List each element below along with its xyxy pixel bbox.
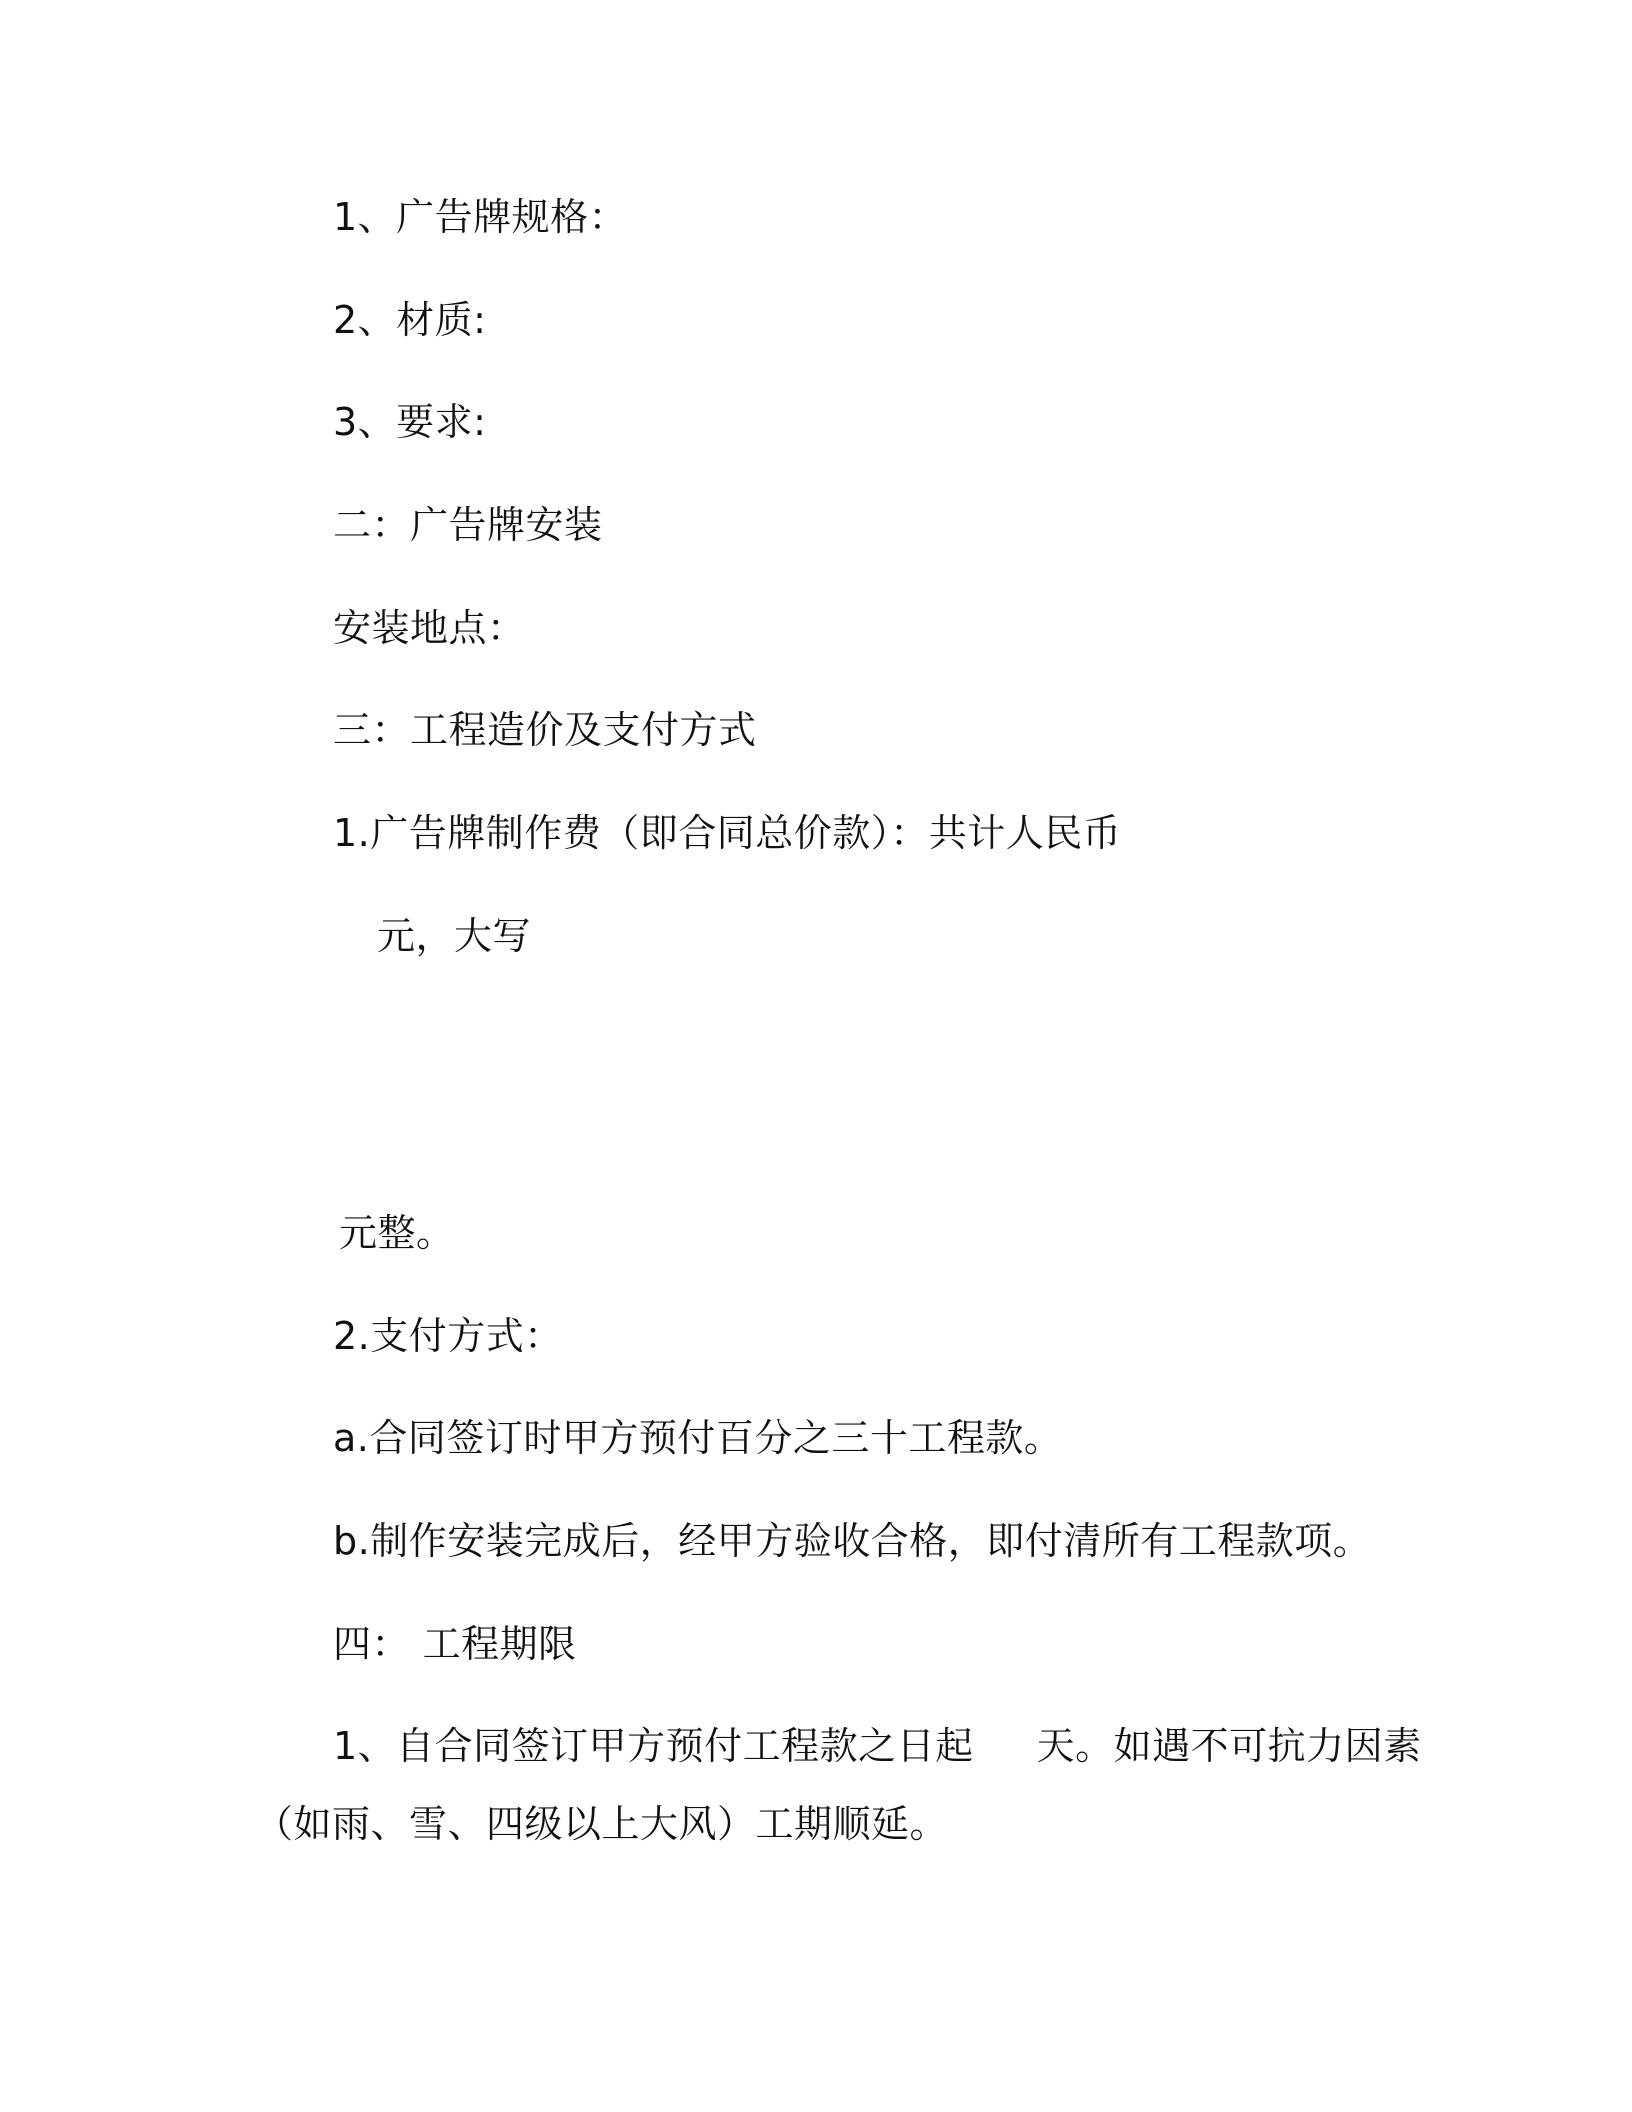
spec-line: 1、广告牌规格： bbox=[333, 195, 628, 239]
requirement-line: 3、要求: bbox=[333, 400, 487, 444]
period-continued-line: （如雨、雪、四级以上大风）工期顺延。 bbox=[255, 1802, 949, 1846]
payment-a-line: a.合同签订时甲方预付百分之三十工程款。 bbox=[333, 1416, 1063, 1460]
fee-end-line: 元整。 bbox=[339, 1211, 455, 1255]
fee-capital-line: 元，大写 bbox=[377, 914, 532, 958]
period-line: 1、自合同签订甲方预付工程款之日起 天。如遇不可抗力因素 bbox=[333, 1724, 1422, 1768]
section-two-heading: 二：广告牌安装 bbox=[333, 503, 603, 547]
install-location-line: 安装地点： bbox=[333, 606, 526, 650]
section-four-heading: 四： 工程期限 bbox=[333, 1622, 577, 1666]
section-three-heading: 三：工程造价及支付方式 bbox=[333, 708, 757, 752]
payment-b-line: b.制作安装完成后，经甲方验收合格，即付清所有工程款项。 bbox=[333, 1519, 1372, 1563]
material-line: 2、材质: bbox=[333, 298, 487, 342]
payment-method-line: 2.支付方式： bbox=[333, 1314, 563, 1358]
fee-line: 1.广告牌制作费（即合同总价款）：共计人民币 bbox=[333, 811, 1122, 855]
